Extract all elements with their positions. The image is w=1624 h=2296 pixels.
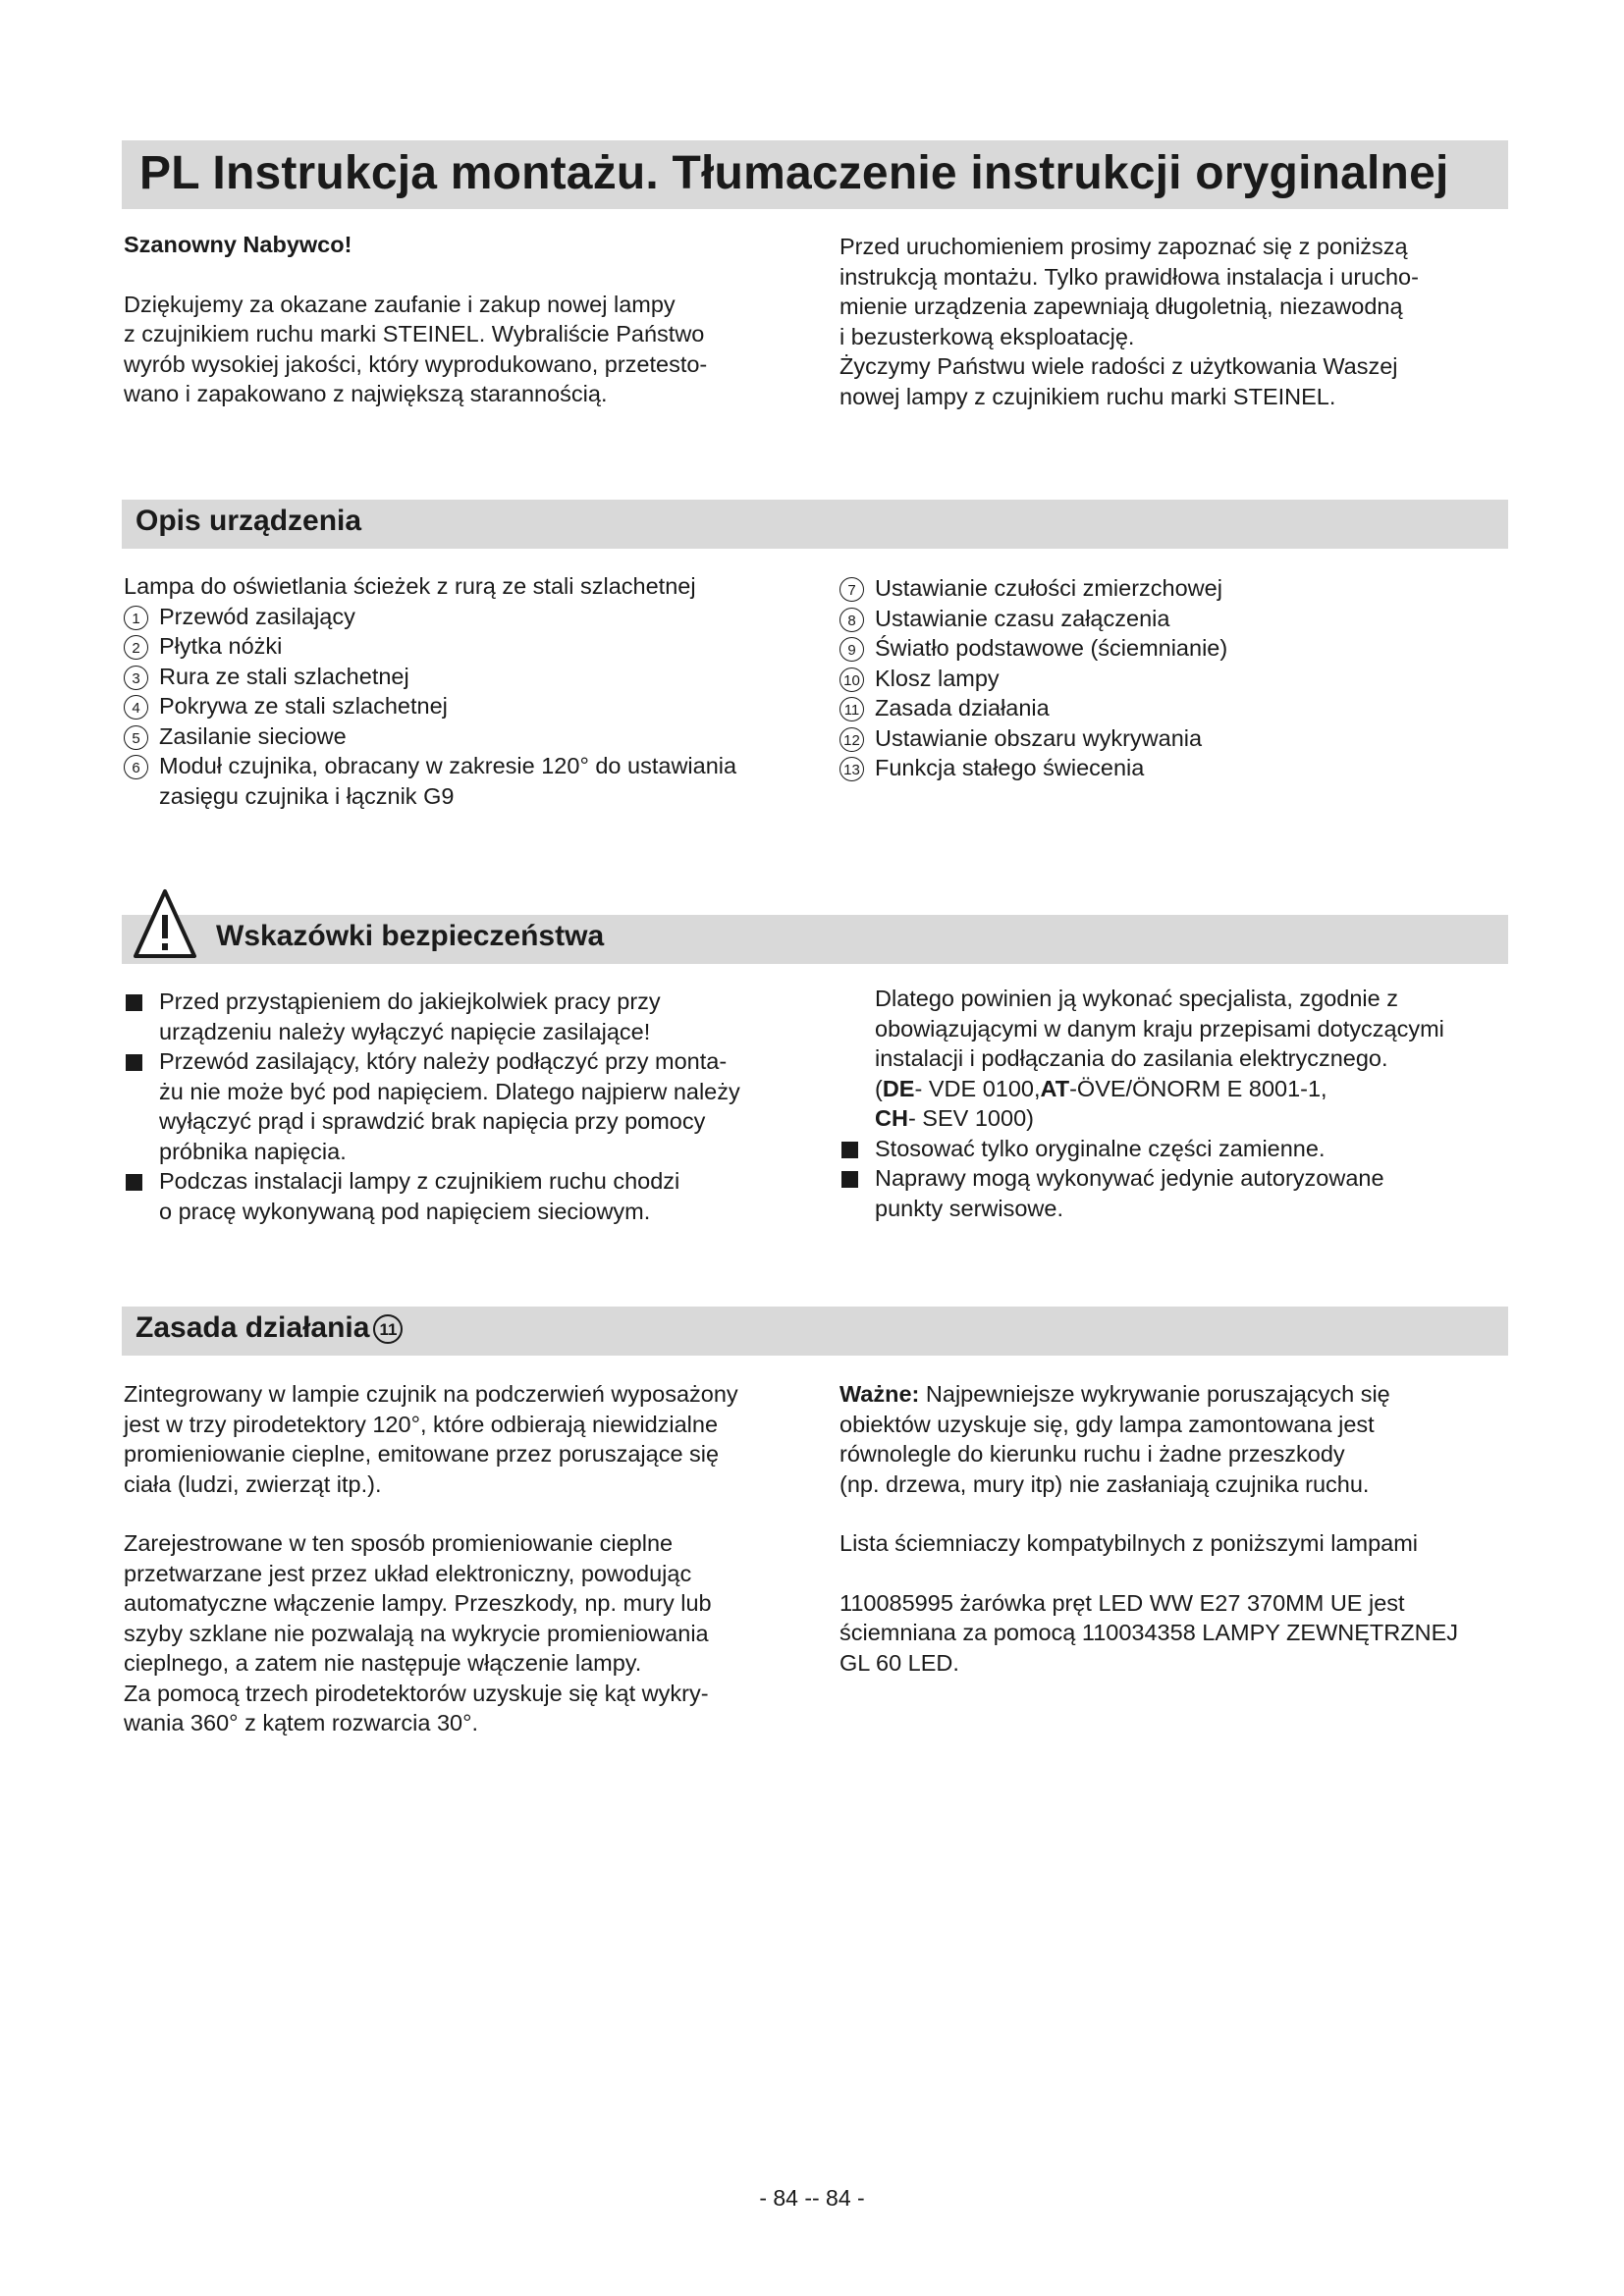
intro-left-column bbox=[124, 230, 801, 409]
safety-line: żu nie może być pod napięciem. Dlatego najpierw należy bbox=[159, 1078, 740, 1104]
device-part-item bbox=[839, 604, 1517, 634]
device-part-item bbox=[124, 631, 811, 662]
device-subtitle: Lampa do oświetlania ścieżek z rurą ze stali szlachetnej bbox=[124, 573, 696, 599]
principle-line: 110085995 żarówka pręt LED WW E27 370MM UE jest bbox=[839, 1589, 1405, 1616]
device-part-item bbox=[839, 753, 1517, 783]
principle-line: Najpewniejsze wykrywanie poruszających się bbox=[919, 1381, 1390, 1407]
safety-line: o pracę wykonywaną pod napięciem sieciowym. bbox=[159, 1198, 651, 1224]
safety-right-column bbox=[839, 984, 1517, 1223]
device-part-label: Światło podstawowe (ściemnianie) bbox=[875, 635, 1228, 661]
device-part-item bbox=[839, 573, 1517, 604]
device-part-item bbox=[124, 721, 811, 752]
number-circle-icon: 9 bbox=[839, 637, 864, 662]
device-part-item bbox=[839, 723, 1517, 754]
device-part-label: Płytka nóżki bbox=[159, 633, 283, 659]
intro-right-line: Życzymy Państwu wiele radości z użytkowania Waszej bbox=[839, 353, 1398, 379]
norm-de-label: DE bbox=[882, 1075, 915, 1101]
device-part-item bbox=[839, 633, 1517, 664]
norms-line-2 bbox=[875, 1103, 1517, 1134]
safety-line: Przewód zasilający, który należy podłączyć przy monta- bbox=[159, 1048, 728, 1074]
safety-line: Naprawy mogą wykonywać jedynie autoryzowane bbox=[875, 1165, 1384, 1191]
number-circle-icon: 11 bbox=[373, 1314, 403, 1344]
norms-paren: ( bbox=[875, 1075, 883, 1101]
square-bullet-icon bbox=[841, 1171, 858, 1188]
device-part-item bbox=[124, 602, 811, 632]
safety-bullet-item bbox=[839, 1134, 1517, 1164]
device-right-column bbox=[839, 573, 1517, 783]
principle-line: Zintegrowany w lampie czujnik na podczerwień wyposażony bbox=[124, 1381, 738, 1407]
intro-left-line: wyrób wysokiej jakości, który wyprodukowano, przetesto- bbox=[124, 350, 708, 377]
norm-at-text: -ÖVE/ÖNORM E 8001-1, bbox=[1069, 1075, 1327, 1101]
principle-line: ciała (ludzi, zwierząt itp.). bbox=[124, 1470, 382, 1497]
safety-line: próbnika napięcia. bbox=[159, 1138, 347, 1164]
device-part-label: Pokrywa ze stali szlachetnej bbox=[159, 693, 448, 719]
safety-section-bar bbox=[122, 915, 1508, 964]
number-circle-icon: 7 bbox=[839, 577, 864, 602]
device-left-column bbox=[124, 571, 811, 811]
safety-line: Dlatego powinien ją wykonać specjalista, zgodnie z bbox=[875, 986, 1398, 1011]
intro-left-line: wano i zapakowano z największą starannością. bbox=[124, 381, 608, 406]
principle-line: Zarejestrowane w ten sposób promieniowanie cieplne bbox=[124, 1530, 674, 1556]
intro-left-line: Dziękujemy za okazane zaufanie i zakup nowej lampy bbox=[124, 291, 676, 317]
principle-line: szyby szklane nie pozwalają na wykrycie promieniowania bbox=[124, 1620, 709, 1646]
safety-line: obowiązującymi w danym kraju przepisami dotyczącymi bbox=[875, 1015, 1444, 1041]
page-title: PL Instrukcja montażu. Tłumaczenie instrukcji oryginalnej bbox=[139, 147, 1449, 199]
number-circle-icon: 13 bbox=[839, 757, 864, 781]
device-part-item bbox=[124, 691, 811, 721]
device-part-item bbox=[124, 751, 811, 811]
safety-line: instalacji i podłączania do zasilania elektrycznego. bbox=[875, 1045, 1388, 1071]
number-circle-icon: 1 bbox=[124, 606, 148, 630]
intro-right-column bbox=[839, 232, 1517, 411]
device-part-label: Przewód zasilający bbox=[159, 603, 355, 629]
principle-heading: Zasada działania bbox=[135, 1311, 370, 1344]
intro-right-line: nowej lampy z czujnikiem ruchu marki STEINEL. bbox=[839, 383, 1336, 409]
principle-line: (np. drzewa, mury itp) nie zasłaniają czujnika ruchu. bbox=[839, 1470, 1370, 1497]
principle-line: Lista ściemniaczy kompatybilnych z poniższymi lampami bbox=[839, 1530, 1419, 1556]
device-part-item bbox=[839, 693, 1517, 723]
intro-right-line: i bezusterkową eksploatację. bbox=[839, 323, 1135, 349]
title-bar bbox=[122, 140, 1508, 209]
norm-de-text: - VDE 0100, bbox=[914, 1075, 1041, 1101]
safety-bullet-item bbox=[124, 1166, 811, 1226]
safety-bullet-item bbox=[124, 1046, 811, 1166]
principle-line: cieplnego, a zatem nie następuje włączenie lampy. bbox=[124, 1650, 642, 1676]
safety-line: punkty serwisowe. bbox=[875, 1195, 1063, 1221]
safety-bullet-item bbox=[839, 1163, 1517, 1223]
device-section-bar bbox=[122, 500, 1508, 549]
principle-left-column bbox=[124, 1379, 811, 1738]
important-line bbox=[839, 1379, 1517, 1410]
device-part-label: Ustawianie czasu załączenia bbox=[875, 605, 1170, 631]
number-circle-icon: 5 bbox=[124, 725, 148, 750]
safety-line: wyłączyć prąd i sprawdzić brak napięcia przy pomocy bbox=[159, 1108, 706, 1134]
device-part-label: Funkcja stałego świecenia bbox=[875, 755, 1145, 780]
principle-line: GL 60 LED. bbox=[839, 1649, 959, 1676]
safety-line: Podczas instalacji lampy z czujnikiem ruchu chodzi bbox=[159, 1168, 680, 1194]
norms-line-1 bbox=[875, 1074, 1517, 1104]
safety-heading: Wskazówki bezpieczeństwa bbox=[216, 920, 605, 952]
greeting: Szanowny Nabywco! bbox=[124, 232, 352, 257]
principle-heading-wrap bbox=[135, 1311, 403, 1345]
principle-line: równolegle do kierunku ruchu i żadne przeszkody bbox=[839, 1441, 1345, 1467]
device-part-item bbox=[124, 662, 811, 692]
square-bullet-icon bbox=[126, 1054, 142, 1071]
device-part-label: Klosz lampy bbox=[875, 665, 1000, 691]
device-part-label-cont: zasięgu czujnika i łącznik G9 bbox=[159, 782, 455, 809]
number-circle-icon: 4 bbox=[124, 695, 148, 720]
device-part-label: Moduł czujnika, obracany w zakresie 120° do ustawiania bbox=[159, 753, 737, 778]
norm-ch-text: - SEV 1000) bbox=[907, 1105, 1034, 1131]
safety-bullet-item bbox=[124, 987, 811, 1046]
square-bullet-icon bbox=[841, 1142, 858, 1158]
intro-right-line: mienie urządzenia zapewniają długoletnią, niezawodną bbox=[839, 294, 1403, 319]
principle-right-column bbox=[839, 1379, 1517, 1678]
principle-line: automatyczne włączenie lampy. Przeszkody, np. mury lub bbox=[124, 1590, 712, 1616]
principle-line: ściemniana za pomocą 110034358 LAMPY ZEWNĘTRZNEJ bbox=[839, 1620, 1458, 1645]
important-label: Ważne: bbox=[839, 1381, 920, 1407]
intro-right-line: Przed uruchomieniem prosimy zapoznać się z poniższą bbox=[839, 234, 1408, 259]
principle-line: wania 360° z kątem rozwarcia 30°. bbox=[124, 1710, 479, 1735]
number-circle-icon: 10 bbox=[839, 667, 864, 692]
device-heading: Opis urządzenia bbox=[135, 505, 362, 537]
safety-line: Przed przystąpieniem do jakiejkolwiek pracy przy bbox=[159, 988, 661, 1014]
safety-line: urządzeniu należy wyłączyć napięcie zasilające! bbox=[159, 1018, 651, 1044]
device-part-label: Zasada działania bbox=[875, 695, 1050, 721]
number-circle-icon: 11 bbox=[839, 697, 864, 721]
warning-triangle-icon bbox=[132, 887, 198, 958]
device-part-label: Ustawianie obszaru wykrywania bbox=[875, 724, 1203, 751]
safety-left-column bbox=[124, 987, 811, 1226]
principle-line: jest w trzy pirodetektory 120°, które odbierają niewidzialne bbox=[124, 1411, 719, 1437]
square-bullet-icon bbox=[126, 1174, 142, 1191]
intro-right-line: instrukcją montażu. Tylko prawidłowa instalacja i urucho- bbox=[839, 263, 1419, 290]
principle-line: promieniowanie cieplne, emitowane przez poruszające się bbox=[124, 1441, 720, 1467]
number-circle-icon: 8 bbox=[839, 608, 864, 632]
number-circle-icon: 2 bbox=[124, 635, 148, 660]
device-part-item bbox=[839, 664, 1517, 694]
device-part-label: Ustawianie czułości zmierzchowej bbox=[875, 575, 1222, 601]
principle-section-bar bbox=[122, 1307, 1508, 1356]
safety-line: Stosować tylko oryginalne części zamienne. bbox=[875, 1135, 1326, 1161]
number-circle-icon: 12 bbox=[839, 727, 864, 752]
norm-ch-label: CH bbox=[875, 1105, 908, 1131]
page-number: - 84 -- 84 - bbox=[759, 2185, 865, 2211]
principle-line: przetwarzane jest przez układ elektroniczny, powodując bbox=[124, 1560, 692, 1586]
square-bullet-icon bbox=[126, 994, 142, 1011]
device-part-label: Rura ze stali szlachetnej bbox=[159, 663, 409, 689]
principle-line: obiektów uzyskuje się, gdy lampa zamontowana jest bbox=[839, 1411, 1375, 1437]
number-circle-icon: 3 bbox=[124, 666, 148, 690]
intro-left-line: z czujnikiem ruchu marki STEINEL. Wybraliście Państwo bbox=[124, 321, 705, 347]
principle-line: Za pomocą trzech pirodetektorów uzyskuje się kąt wykry- bbox=[124, 1680, 709, 1706]
device-part-label: Zasilanie sieciowe bbox=[159, 722, 347, 749]
safety-continuation bbox=[839, 984, 1517, 1134]
number-circle-icon: 6 bbox=[124, 755, 148, 779]
norm-at-label: AT bbox=[1040, 1075, 1070, 1101]
